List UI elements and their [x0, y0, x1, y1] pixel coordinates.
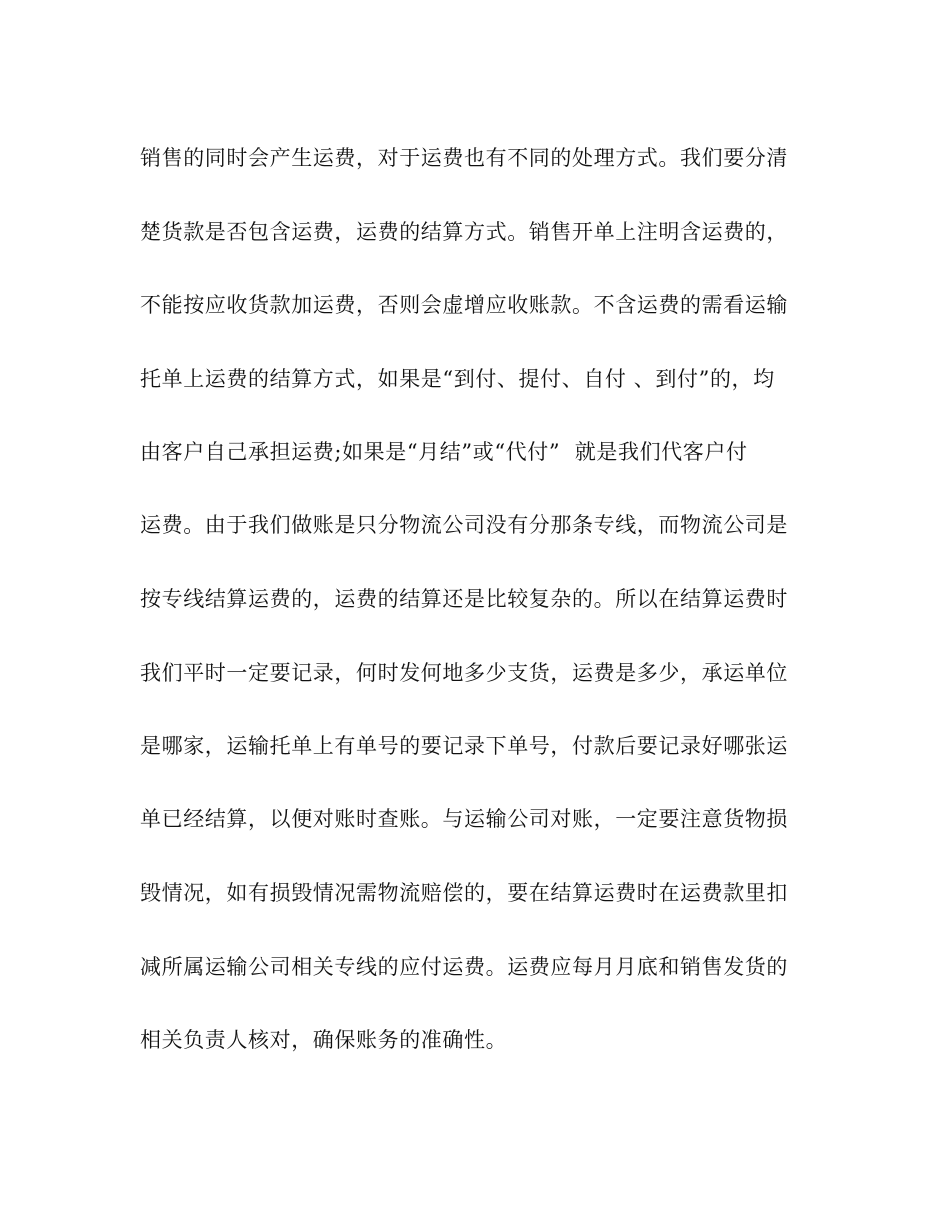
paragraph-line-12: 减所属运输公司相关专线的应付运费。运费应每月月底和销售发货的 — [140, 955, 788, 979]
paragraph-line-7: 按专线结算运费的，运费的结算还是比较复杂的。所以在结算运费时 — [140, 587, 788, 611]
paragraph-line-9: 是哪家，运输托单上有单号的要记录下单号，付款后要记录好哪张运 — [140, 734, 788, 758]
paragraph-line-4: 托单上运费的结算方式，如果是“到付、提付、自付 、到付”的，均 — [140, 367, 775, 391]
paragraph-line-3: 不能按应收货款加运费，否则会虚增应收账款。不含运费的需看运输 — [140, 293, 788, 317]
paragraph-line-8: 我们平时一定要记录，何时发何地多少支货，运费是多少，承运单位 — [140, 661, 788, 685]
paragraph-line-6: 运费。由于我们做账是只分物流公司没有分那条专线，而物流公司是 — [140, 513, 788, 537]
paragraph-line-5: 由客户自己承担运费;如果是“月结”或“代付” 就是我们代客户付 — [140, 440, 748, 464]
paragraph-line-10: 单已经结算，以便对账时查账。与运输公司对账，一定要注意货物损 — [140, 807, 788, 831]
paragraph-line-2: 楚货款是否包含运费，运费的结算方式。销售开单上注明含运费的， — [140, 220, 788, 244]
paragraph-line-13: 相关负责人核对，确保账务的准确性。 — [140, 1028, 508, 1052]
paragraph-line-11: 毁情况，如有损毁情况需物流赔偿的，要在结算运费时在运费款里扣 — [140, 881, 788, 905]
paragraph-line-1: 销售的同时会产生运费，对于运费也有不同的处理方式。我们要分清 — [140, 146, 788, 170]
